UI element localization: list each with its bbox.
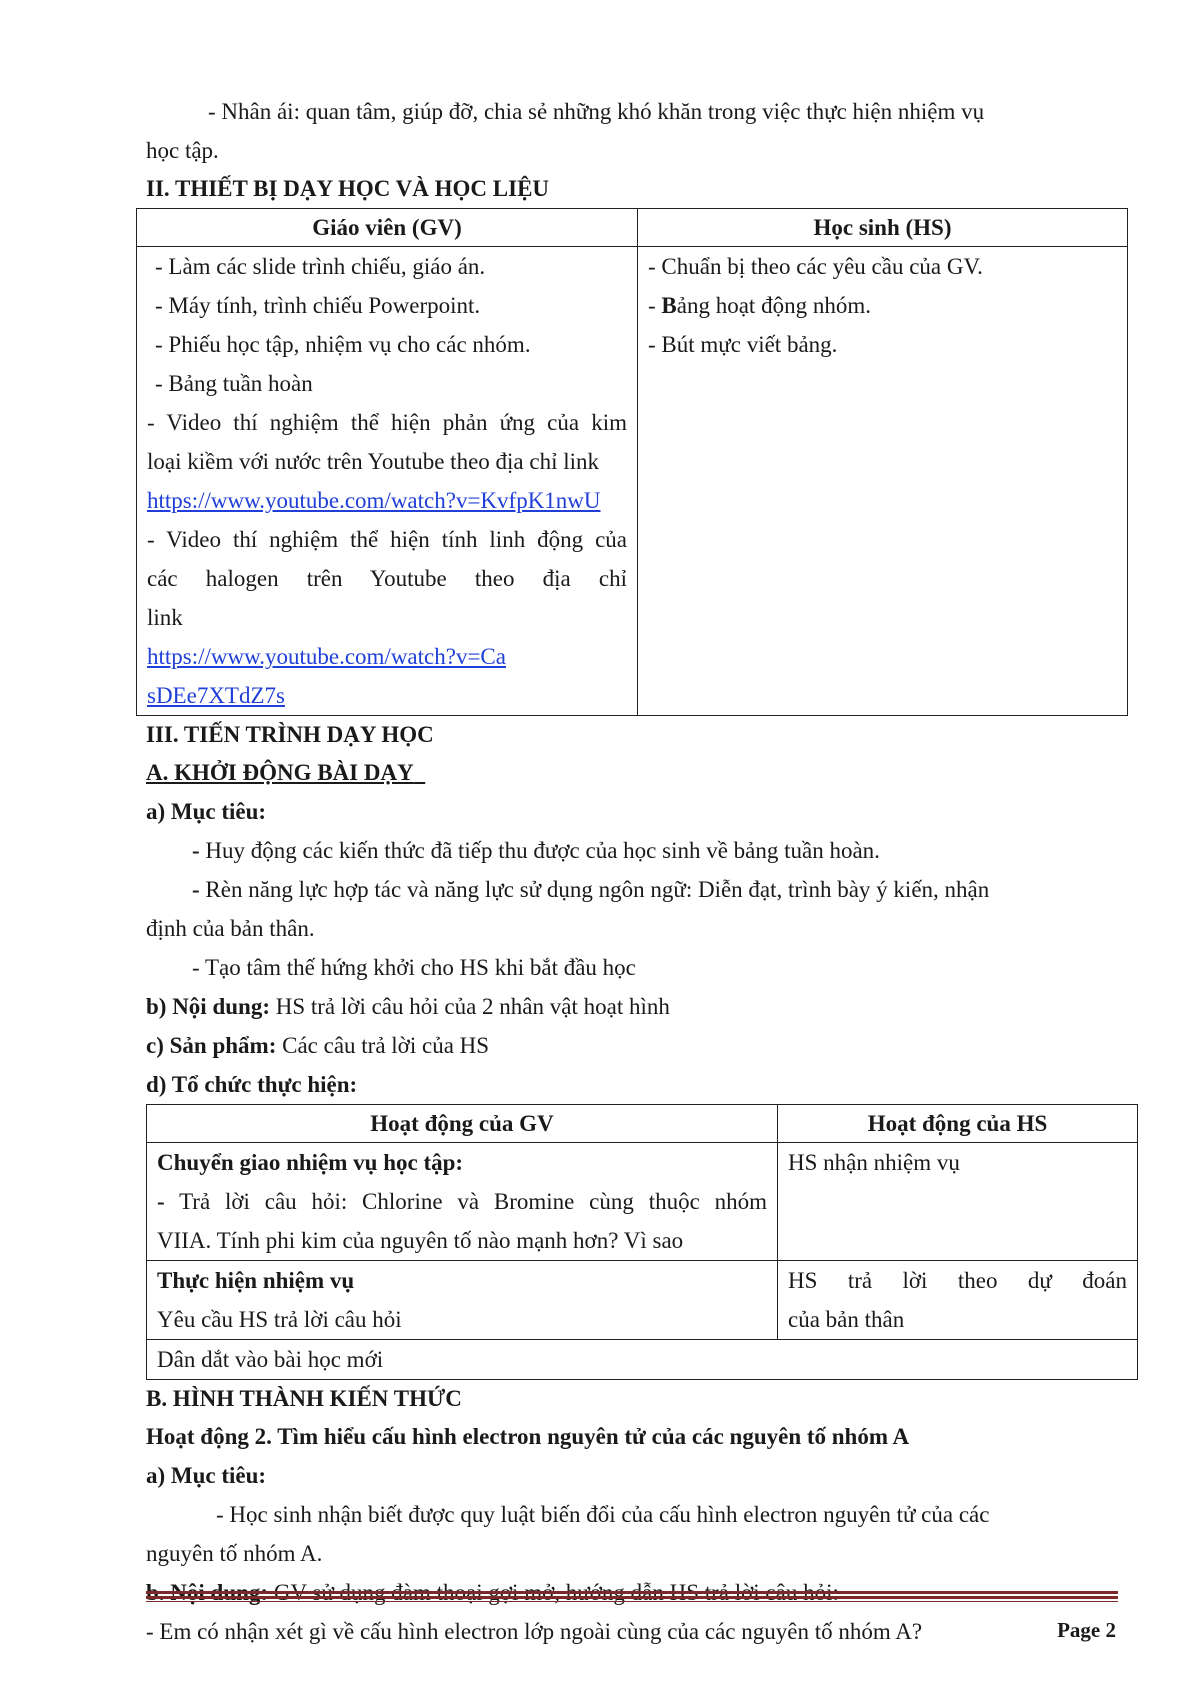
hs-answer-line-1: HS trả lời theo dự đoán: [788, 1268, 1127, 1293]
activity-hs-cell: [778, 1261, 1138, 1340]
col-header-hs: Học sinh (HS): [638, 209, 1128, 247]
gv-item: - Phiếu học tập, nhiệm vụ cho các nhóm.: [155, 332, 531, 357]
gv-item: - Máy tính, trình chiếu Powerpoint.: [155, 293, 481, 318]
section-a-title: A. KHỞI ĐỘNG BÀI DẠY: [146, 760, 414, 785]
activity-row: [147, 1261, 1138, 1340]
muc-tieu-label: a) Mục tiêu:: [146, 799, 267, 824]
task-title: Chuyển giao nhiệm vụ học tập:: [157, 1150, 464, 1175]
equipment-table-row: [137, 247, 1128, 716]
video1-line-2: loại kiềm với nước trên Youtube theo địa chỉ link: [147, 449, 600, 474]
col-header-gv: Giáo viên (GV): [137, 209, 638, 247]
equipment-table-header: [137, 209, 1128, 247]
activity-table: [146, 1104, 1138, 1380]
muc-tieu-2-cont: định của bản thân.: [146, 916, 315, 941]
muc-tieu-2: - Rèn năng lực hợp tác và năng lực sử dụng ngôn ngữ: Diễn đạt, trình bày ý kiến, nhận: [192, 877, 990, 902]
section-b-title: B. HÌNH THÀNH KIẾN THỨC: [146, 1386, 462, 1411]
activity-row: [147, 1340, 1138, 1380]
lead-in-cell: Dân dắt vào bài học mới: [147, 1340, 1138, 1380]
b-muc-tieu-line-1: - Học sinh nhận biết được quy luật biến đổi của cấu hình electron nguyên tử của các: [216, 1502, 990, 1527]
document-page: [146, 92, 1127, 1651]
activity-hs-cell: HS nhận nhiệm vụ: [778, 1143, 1138, 1261]
page-number: Page 2: [1057, 1618, 1116, 1642]
b-question: - Em có nhận xét gì về cấu hình electron lớp ngoài cùng của các nguyên tố nhóm A?: [146, 1619, 923, 1644]
task-line-2: VIIA. Tính phi kim của nguyên tố nào mạnh hơn? Vì sao: [157, 1228, 684, 1253]
section-3-title: III. TIẾN TRÌNH DẠY HỌC: [146, 722, 434, 747]
hs-item: - Chuẩn bị theo các yêu cầu của GV.: [648, 254, 983, 279]
activity-gv-cell: [147, 1143, 778, 1261]
to-chuc-label: d) Tổ chức thực hiện:: [146, 1072, 358, 1097]
video2-link-continued[interactable]: sDEe7XTdZ7s: [147, 683, 285, 708]
hs-item: - Bảng hoạt động nhóm.: [648, 293, 871, 318]
video2-link[interactable]: https://www.youtube.com/watch?v=Ca: [147, 644, 506, 669]
gv-item: - Bảng tuần hoàn: [155, 371, 313, 396]
equipment-table: [136, 208, 1128, 716]
hs-answer-line-2: của bản thân: [788, 1307, 905, 1332]
hs-cell: [638, 247, 1128, 716]
video2-line-1: - Video thí nghiệm thể hiện tính linh động của: [147, 527, 627, 552]
perform-title: Thực hiện nhiệm vụ: [157, 1268, 355, 1293]
san-pham: c) Sản phẩm: Các câu trả lời của HS: [146, 1033, 490, 1058]
activity-table-header: [147, 1105, 1138, 1143]
section-2-title: II. THIẾT BỊ DẠY HỌC VÀ HỌC LIỆU: [146, 176, 550, 201]
activity-gv-cell: [147, 1261, 778, 1340]
activity-row: [147, 1143, 1138, 1261]
intro-line-1: - Nhân ái: quan tâm, giúp đỡ, chia sẻ những khó khăn trong việc thực hiện nhiệm vụ: [208, 99, 985, 124]
gv-cell: [137, 247, 638, 716]
activity-2-title: Hoạt động 2. Tìm hiểu cấu hình electron nguyên tử của các nguyên tố nhóm A: [146, 1424, 910, 1449]
video1-link[interactable]: https://www.youtube.com/watch?v=KvfpK1nwU: [147, 488, 601, 513]
gv-item: - Làm các slide trình chiếu, giáo án.: [155, 254, 486, 279]
footer-rule: [146, 1591, 1118, 1602]
col-header-hd-hs: Hoạt động của HS: [778, 1105, 1138, 1143]
perform-text: Yêu cầu HS trả lời câu hỏi: [157, 1307, 402, 1332]
noi-dung: b) Nội dung: HS trả lời câu hỏi của 2 nhân vật hoạt hình: [146, 994, 670, 1019]
hs-item: - Bút mực viết bảng.: [648, 332, 838, 357]
video2-line-2: các halogen trên Youtube theo địa chỉ link: [147, 566, 627, 630]
b-muc-tieu-label: a) Mục tiêu:: [146, 1463, 267, 1488]
b-muc-tieu-line-2: nguyên tố nhóm A.: [146, 1541, 323, 1566]
muc-tieu-3: - Tạo tâm thế hứng khởi cho HS khi bắt đầu học: [192, 955, 636, 980]
col-header-hd-gv: Hoạt động của GV: [147, 1105, 778, 1143]
intro-line-2: học tập.: [146, 138, 219, 163]
muc-tieu-1: - Huy động các kiến thức đã tiếp thu được của học sinh về bảng tuần hoàn.: [192, 838, 880, 863]
video1-line-1: - Video thí nghiệm thể hiện phản ứng của kim: [147, 410, 627, 435]
task-line-1: - Trả lời câu hỏi: Chlorine và Bromine cùng thuộc nhóm: [157, 1189, 767, 1214]
